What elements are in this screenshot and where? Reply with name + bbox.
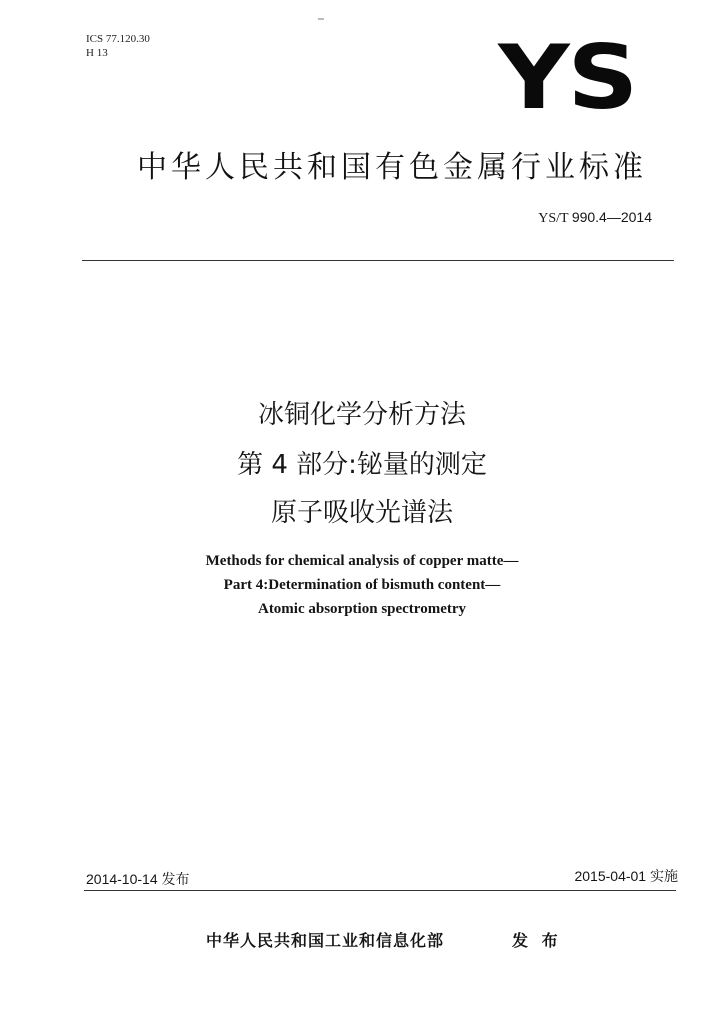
standard-number	[538, 209, 652, 227]
ics-code: ICS 77.120.30	[86, 33, 150, 45]
issue-date: 2014-10-14 发布	[86, 871, 190, 887]
english-title-line-1: Methods for chemical analysis of copper matte—	[205, 553, 519, 569]
chinese-title-line-3: 原子吸收光谱法	[270, 498, 453, 528]
chinese-title-line-2: 第 4 部分:铋量的测定	[237, 450, 487, 480]
classification-codes	[86, 32, 150, 60]
ys-logo: YS	[498, 26, 636, 129]
standard-prefix: YS/T	[538, 211, 569, 226]
ccs-code: H 13	[86, 47, 108, 59]
standard-code: 990.4—2014	[571, 209, 652, 225]
publish-label: 发 布	[512, 931, 562, 950]
scan-speck	[318, 18, 324, 20]
issuing-ministry: 中华人民共和国工业和信息化部	[206, 931, 445, 950]
implementation-date: 2015-04-01 实施	[574, 868, 678, 884]
header-divider	[82, 260, 674, 261]
organization-title: 中华人民共和国有色金属行业标准	[137, 150, 647, 185]
chinese-title-line-1: 冰铜化学分析方法	[257, 400, 466, 430]
english-title-line-3: Atomic absorption spectrometry	[257, 601, 466, 617]
footer-divider	[84, 890, 676, 891]
english-title-line-2: Part 4:Determination of bismuth content—	[223, 577, 501, 593]
